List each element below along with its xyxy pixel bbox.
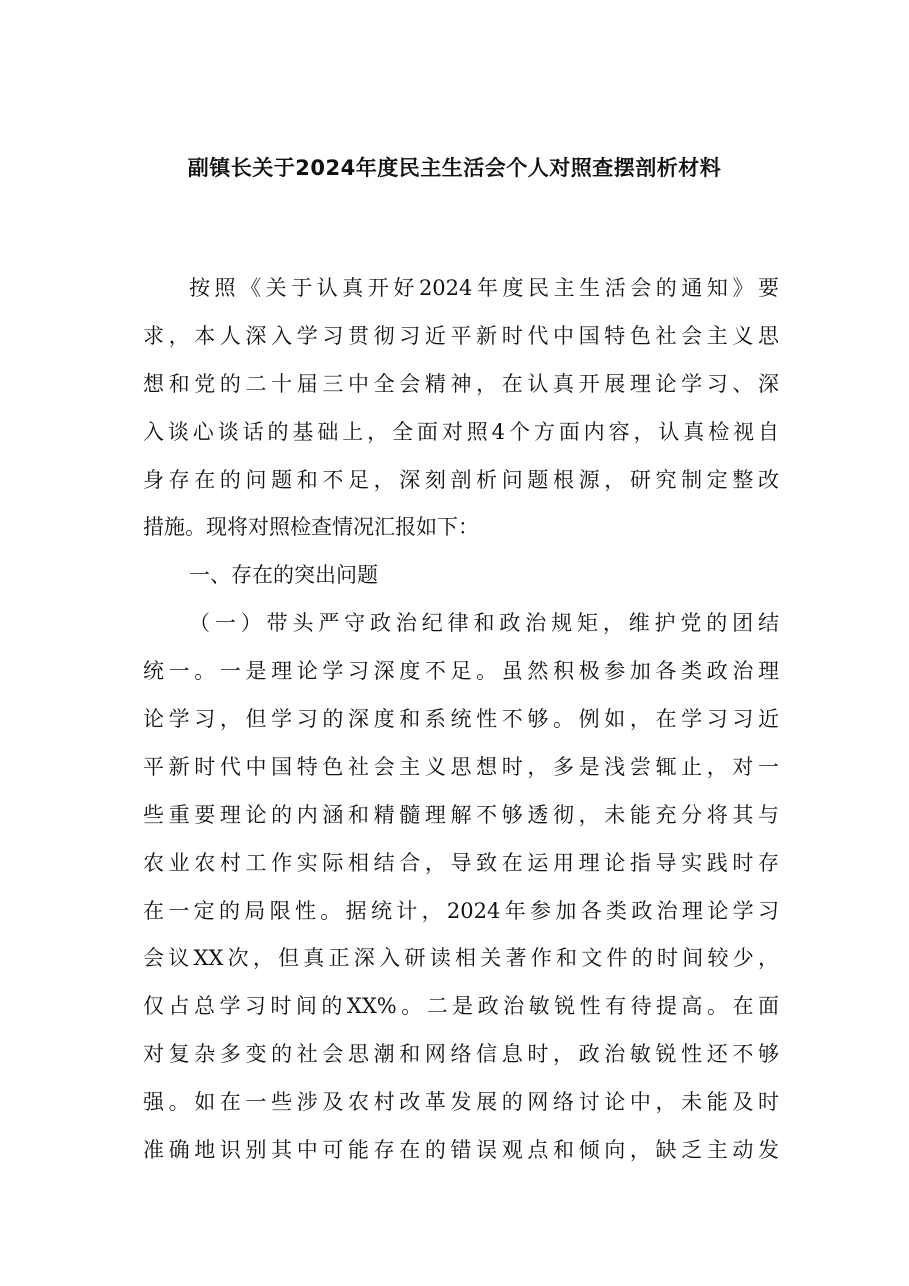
paragraph-line: 强。如在一些涉及农村改革发展的网络讨论中，未能及时 xyxy=(143,1090,779,1115)
paragraph-line: 身存在的问题和不足，深刻剖析问题根源，研究制定整改 xyxy=(143,467,779,492)
paragraph-line: 统一。一是理论学习深度不足。虽然积极参加各类政治理 xyxy=(143,659,779,684)
paragraph-line: 对复杂多变的社会思潮和网络信息时，政治敏锐性还不够 xyxy=(143,1042,779,1067)
paragraph-line: 农业农村工作实际相结合，导致在运用理论指导实践时存 xyxy=(143,850,779,875)
section-heading: 一、存在的突出问题 xyxy=(189,563,378,588)
paragraph-line: 想和党的二十届三中全会精神，在认真开展理论学习、深 xyxy=(143,371,779,396)
paragraph-line: 些重要理论的内涵和精髓理解不够透彻，未能充分将其与 xyxy=(143,802,779,827)
document-title: 副镇长关于2024年度民主生活会个人对照查摆剖析材料 xyxy=(187,156,722,180)
paragraph-line: 入谈心谈话的基础上，全面对照4个方面内容，认真检视自 xyxy=(143,419,779,444)
paragraph-line: 按照《关于认真开好2024年度民主生活会的通知》要 xyxy=(189,276,779,300)
paragraph-line: 仅占总学习时间的XX%。二是政治敏锐性有待提高。在面 xyxy=(143,994,779,1019)
paragraph-line: 在一定的局限性。据统计，2024年参加各类政治理论学习 xyxy=(143,898,779,923)
paragraph-line: 论学习，但学习的深度和系统性不够。例如，在学习习近 xyxy=(143,707,779,732)
document-body xyxy=(143,265,779,1175)
paragraph-line: 准确地识别其中可能存在的错误观点和倾向，缺乏主动发 xyxy=(143,1138,779,1163)
paragraph-line: 措施。现将对照检查情况汇报如下： xyxy=(143,515,479,540)
paragraph-line: （一）带头严守政治纪律和政治规矩，维护党的团结 xyxy=(189,611,779,636)
paragraph-line: 求，本人深入学习贯彻习近平新时代中国特色社会主义思 xyxy=(143,323,779,348)
paragraph-line: 会议XX次，但真正深入研读相关著作和文件的时间较少， xyxy=(143,946,779,971)
paragraph-line: 平新时代中国特色社会主义思想时，多是浅尝辄止，对一 xyxy=(143,754,779,779)
